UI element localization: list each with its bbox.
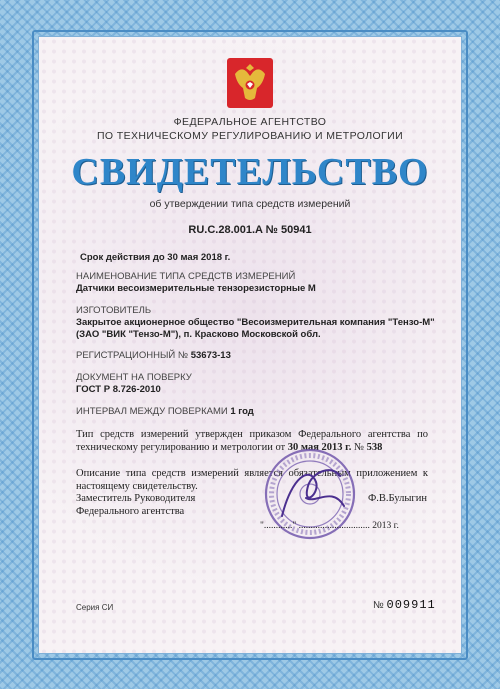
signatory-name: Ф.В.Булыгин bbox=[368, 493, 427, 504]
series-label: Серия СИ bbox=[76, 603, 114, 612]
certificate-body bbox=[38, 36, 462, 654]
certificate-number-sign: № bbox=[265, 224, 278, 236]
instrument-type-value: Датчики весоизмерительные тензорезисторные М bbox=[76, 283, 316, 294]
manufacturer-line-2: (ЗАО "ВИК "Тензо-М"), п. Красково Московской обл. bbox=[76, 329, 321, 340]
approval-date: 30 мая 2013 г. bbox=[287, 442, 352, 453]
interval-value: 1 год bbox=[230, 406, 254, 417]
description-paragraph: Описание типа средств измерений является обязательным приложением к настоящему свидетельству. bbox=[76, 468, 428, 492]
interval bbox=[76, 406, 254, 417]
signatory-date-line: "............" .............................. 2013 г. bbox=[260, 521, 399, 531]
agency-line-1: ФЕДЕРАЛЬНОЕ АГЕНТСТВО bbox=[173, 116, 327, 128]
approval-paragraph bbox=[76, 428, 428, 454]
manufacturer-label: ИЗГОТОВИТЕЛЬ bbox=[76, 305, 152, 316]
blank-number bbox=[373, 598, 436, 612]
document-subtitle: об утверждении типа средств измерений bbox=[149, 198, 351, 210]
interval-label: ИНТЕРВАЛ МЕЖДУ ПОВЕРКАМИ bbox=[76, 406, 228, 417]
document-title: СВИДЕТЕЛЬСТВО bbox=[71, 151, 429, 193]
validity-label: Срок действия до bbox=[80, 252, 165, 263]
signatory-position-line-2: Федерального агентства bbox=[76, 506, 185, 517]
approval-order-sign: № bbox=[354, 442, 365, 453]
agency-line-2: ПО ТЕХНИЧЕСКОМУ РЕГУЛИРОВАНИЮ И МЕТРОЛОГИИ bbox=[96, 130, 404, 142]
signatory-position-line-1: Заместитель Руководителя bbox=[76, 493, 196, 504]
registration bbox=[76, 350, 231, 361]
blank-number-value: 009911 bbox=[386, 598, 436, 612]
certificate-number bbox=[38, 224, 462, 236]
approval-text: Тип средств измерений утвержден приказом Федерального агентства по техническому регулированию и метрологии от bbox=[76, 429, 428, 453]
instrument-type-label: НАИМЕНОВАНИЕ ТИПА СРЕДСТВ ИЗМЕРЕНИЙ bbox=[76, 271, 296, 282]
registration-label: РЕГИСТРАЦИОННЫЙ № bbox=[76, 350, 189, 361]
coat-of-arms-icon bbox=[223, 54, 277, 110]
validity bbox=[80, 252, 230, 263]
registration-value: 53673-13 bbox=[190, 350, 231, 361]
verification-doc-value: ГОСТ Р 8.726-2010 bbox=[76, 384, 161, 395]
validity-value: 30 мая 2018 г. bbox=[167, 252, 231, 263]
certificate-number-value: 50941 bbox=[280, 224, 312, 236]
verification-doc-label: ДОКУМЕНТ НА ПОВЕРКУ bbox=[76, 372, 192, 383]
approval-order-number: 538 bbox=[366, 442, 383, 453]
certificate-code: RU.C.28.001.A bbox=[188, 224, 263, 236]
blank-number-sign: № bbox=[373, 600, 384, 611]
manufacturer-line-1: Закрытое акционерное общество "Весоизмерительная компания "Тензо-М" bbox=[76, 317, 435, 328]
